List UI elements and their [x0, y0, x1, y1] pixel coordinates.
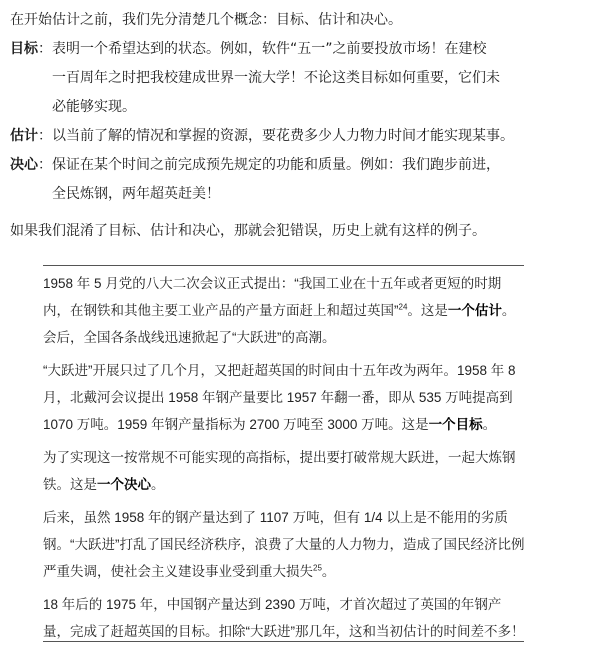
box-paragraph-outcome: 18 年后的 1975 年，中国钢产量达到 2390 万吨，才首次超过了英国的年钢产量，完成了赶超英国的目标。扣除“大跃进”那几年，这和当初估计的时间差不多！: [43, 597, 525, 639]
term-estimate: 估计: [10, 128, 38, 144]
box-paragraph-estimate: 1958 年 5 月党的八大二次会议正式提出：“我国工业在十五年或者更短的时期内，在钢铁和其他主要工业产品的产量方面赶上和超过英国”$^{24}$。这是一个估计。会后，全国各条战线迅速掀起了“大跃进”的高潮。: [43, 276, 516, 345]
box-top-divider: [43, 265, 524, 266]
intro-conclusion: 如果我们混淆了目标、估计和决心，那就会犯错误，历史上就有这样的例子。: [10, 223, 486, 239]
intro-lead: 在开始估计之前，我们先分清楚几个概念：目标、估计和决心。: [10, 12, 402, 28]
history-sidebar-box: [43, 270, 528, 651]
definition-estimate: 估计 ： 以当前了解的情况和掌握的资源，要花费多少人力物力时间才能实现某事。: [10, 122, 595, 151]
box-bottom-divider: [43, 641, 524, 642]
box-paragraph-commitment: 为了实现这一按常规不可能实现的高指标，提出要打破常规大跃进，一起大炼钢铁。这是一个决心。: [43, 450, 516, 492]
term-commitment: 决心: [10, 157, 38, 173]
footnote-ref[interactable]: 24: [398, 302, 408, 312]
box-paragraph-goal: “大跃进”开展只过了几个月，又把赶超英国的时间由十五年改为两年。1958 年 8 月，北戴河会议提出 1958 年钢产量要比 1957 年翻一番，即从 535 万吨提高到 1070 万吨。1959 年钢产量指标为 2700 万吨至 3000 万吨。这是一个目标。: [43, 363, 516, 432]
definition-commitment: 决心 ： 保证在某个时间之前完成预先规定的功能和质量。例如：我们跑步前进， 全民炼钢，两年超英赶美！: [10, 151, 595, 209]
box-paragraph-aftermath: 后来，虽然 1958 年的钢产量达到了 1107 万吨，但有 1/4 以上是不能用的劣质钢。“大跃进”打乱了国民经济秩序，浪费了大量的人力物力，造成了国民经济比例严重失调，使社会主义建设事业受到重大损失$^{25}$。: [43, 510, 525, 579]
definition-goal: 目标 ： 表明一个希望达到的状态。例如，软件“五一”之前要投放市场！在建校 一百周年之时把我校建成世界一流大学！不论这类目标如何重要，它们未 必能够实现。: [10, 35, 595, 122]
definition-estimate-text: 以当前了解的情况和掌握的资源，要花费多少人力物力时间才能实现某事。: [52, 128, 514, 144]
term-goal: 目标: [10, 41, 38, 57]
footnote-ref[interactable]: 25: [313, 563, 322, 573]
definition-goal-text: 表明一个希望达到的状态。例如，软件“五一”之前要投放市场！在建校 一百周年之时把我校建成世界一流大学！不论这类目标如何重要，它们未 必能够实现。: [52, 41, 500, 115]
intro-section: [10, 6, 595, 246]
definition-commitment-text: 保证在某个时间之前完成预先规定的功能和质量。例如：我们跑步前进， 全民炼钢，两年超英赶美！: [52, 157, 500, 202]
